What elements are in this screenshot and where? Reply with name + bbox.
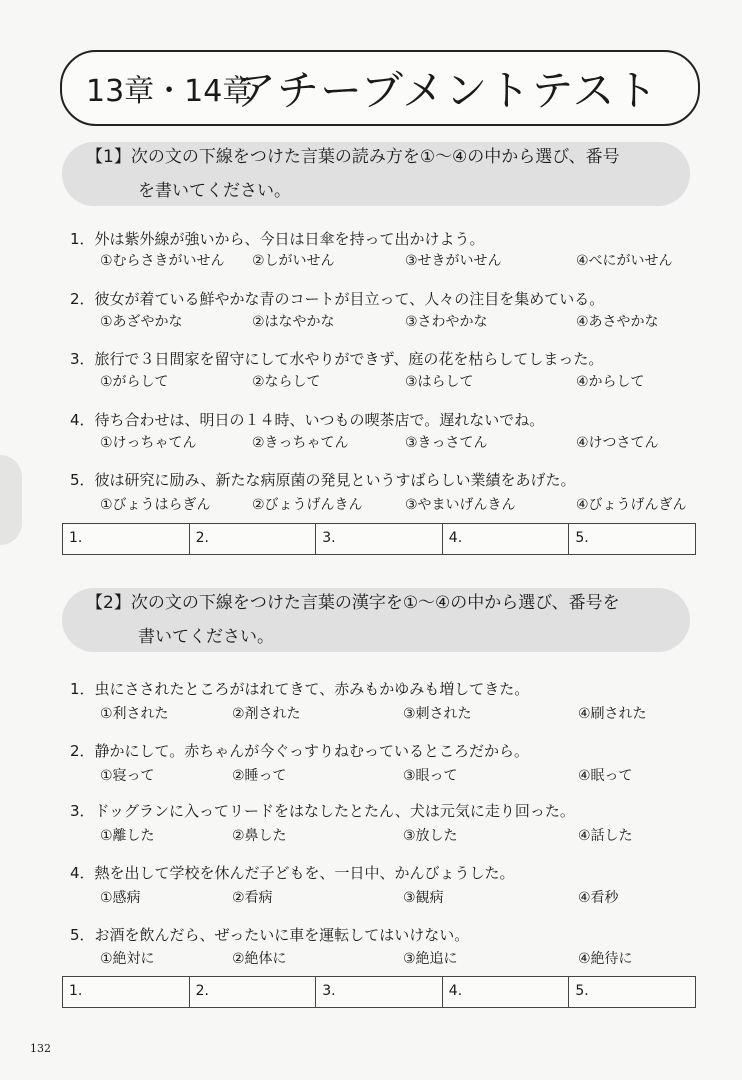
s2-q1-option-3: ③刺された	[403, 706, 472, 722]
s1-answer-cell-2[interactable]: 2.	[190, 524, 317, 554]
s1-q1-option-2: ②しがいせん	[252, 253, 335, 269]
s1-q5-option-4: ④びょうげんぎん	[576, 497, 687, 513]
s1-q4-option-1: ①けっちゃてん	[100, 435, 197, 451]
s2-q1-option-1: ①利された	[100, 706, 169, 722]
s1-question-5: 5．彼は研究に励み、新たな病原菌の発見というすばらしい業績をあげた。	[70, 471, 576, 489]
section1-instruction	[86, 140, 646, 208]
section1-answer-table	[62, 523, 696, 555]
section2-heading-line1: 【2】次の文の下線をつけた言葉の漢字を①～④の中から選び、番号を	[86, 593, 620, 613]
s2-q5-option-4: ④絶待に	[578, 951, 633, 967]
s1-answer-cell-1[interactable]: 1.	[63, 524, 190, 554]
s1-q4-option-3: ③きっさてん	[405, 435, 488, 451]
s1-q1-option-1: ①むらさきがいせん	[100, 253, 225, 269]
s1-q3-option-3: ③はらして	[405, 374, 474, 390]
section2-heading-line2: 書いてください。	[138, 627, 274, 647]
s2-answer-cell-2[interactable]: 2.	[190, 977, 317, 1007]
side-tab	[0, 455, 22, 545]
s2-q5-option-1: ①絶対に	[100, 951, 155, 967]
s2-q3-option-3: ③放した	[403, 828, 458, 844]
s2-q2-option-1: ①寝って	[100, 768, 155, 784]
s2-question-5: 5．お酒を飲んだら、ぜったいに車を運転してはいけない。	[70, 926, 470, 944]
s2-answer-cell-3[interactable]: 3.	[316, 977, 443, 1007]
s2-answer-cell-1[interactable]: 1.	[63, 977, 190, 1007]
s2-q5-option-3: ③絶追に	[403, 951, 458, 967]
s1-q5-option-2: ②びょうげんきん	[252, 497, 363, 513]
s1-q2-option-4: ④あさやかな	[576, 314, 659, 330]
s1-question-1: 1．外は紫外線が強いから、今日は日傘を持って出かけよう。	[70, 230, 485, 248]
s2-answer-cell-5[interactable]: 5.	[575, 983, 589, 999]
s2-question-4: 4．熱を出して学校を休んだ子どもを、一日中、かんびょうした。	[70, 864, 515, 882]
page-number: 132	[30, 1042, 51, 1055]
s1-q4-option-2: ②きっちゃてん	[252, 435, 349, 451]
s2-q2-option-2: ②睡って	[232, 768, 287, 784]
s2-question-1: 1．虫にさされたところがはれてきて、赤みもかゆみも増してきた。	[70, 680, 530, 698]
title-banner	[60, 50, 700, 126]
s2-q5-option-2: ②絶体に	[232, 951, 287, 967]
s2-q4-option-3: ③観病	[403, 890, 444, 906]
s2-q1-option-4: ④刷された	[578, 706, 647, 722]
s1-q2-option-2: ②はなやかな	[252, 314, 335, 330]
page-title: アチーブメントテスト	[234, 66, 659, 115]
s1-q5-option-1: ①びょうはらぎん	[100, 497, 211, 513]
s1-q4-option-4: ④けつさてん	[576, 435, 659, 451]
s2-q2-option-4: ④眠って	[578, 768, 633, 784]
section1-heading-line2: を書いてください。	[138, 181, 291, 201]
s1-q1-option-3: ③せきがいせん	[405, 253, 502, 269]
s1-question-3: 3．旅行で３日間家を留守にして水やりができず、庭の花を枯らしてしまった。	[70, 350, 604, 368]
s1-answer-cell-3[interactable]: 3.	[316, 524, 443, 554]
s1-q3-option-1: ①がらして	[100, 374, 169, 390]
s1-answer-cell-5[interactable]: 5.	[575, 530, 589, 546]
s2-q4-option-2: ②看病	[232, 890, 273, 906]
s2-question-2: 2．静かにして。赤ちゃんが今ぐっすりねむっているところだから。	[70, 742, 529, 760]
s2-q4-option-1: ①感病	[100, 890, 141, 906]
s2-q4-option-4: ④看秒	[578, 890, 619, 906]
s2-q2-option-3: ③眼って	[403, 768, 458, 784]
s1-q2-option-1: ①あざやかな	[100, 314, 183, 330]
section2-instruction	[86, 586, 646, 654]
s1-q1-option-4: ④べにがいせん	[576, 253, 673, 269]
s2-q1-option-2: ②剤された	[232, 706, 301, 722]
s2-question-3: 3．ドッグランに入ってリードをはなしたとたん、犬は元気に走り回った。	[70, 802, 575, 820]
section1-heading-line1: 【1】次の文の下線をつけた言葉の読み方を①～④の中から選び、番号	[86, 147, 620, 167]
s2-answer-cell-4[interactable]: 4.	[443, 977, 570, 1007]
s1-question-2: 2．彼女が着ている鮮やかな青のコートが目立って、人々の注目を集めている。	[70, 290, 605, 308]
s2-q3-option-1: ①離した	[100, 828, 155, 844]
s1-q5-option-3: ③やまいげんきん	[405, 497, 516, 513]
s1-q2-option-3: ③さわやかな	[405, 314, 488, 330]
chapter-label: 13章・14章	[86, 74, 253, 109]
s2-q3-option-4: ④話した	[578, 828, 633, 844]
s1-question-4: 4．待ち合わせは、明日の１４時、いつもの喫茶店で。遅れないでね。	[70, 411, 545, 429]
s1-answer-cell-4[interactable]: 4.	[443, 524, 570, 554]
section2-answer-table	[62, 976, 696, 1008]
s2-q3-option-2: ②鼻した	[232, 828, 287, 844]
s1-q3-option-4: ④からして	[576, 374, 645, 390]
s1-q3-option-2: ②ならして	[252, 374, 321, 390]
